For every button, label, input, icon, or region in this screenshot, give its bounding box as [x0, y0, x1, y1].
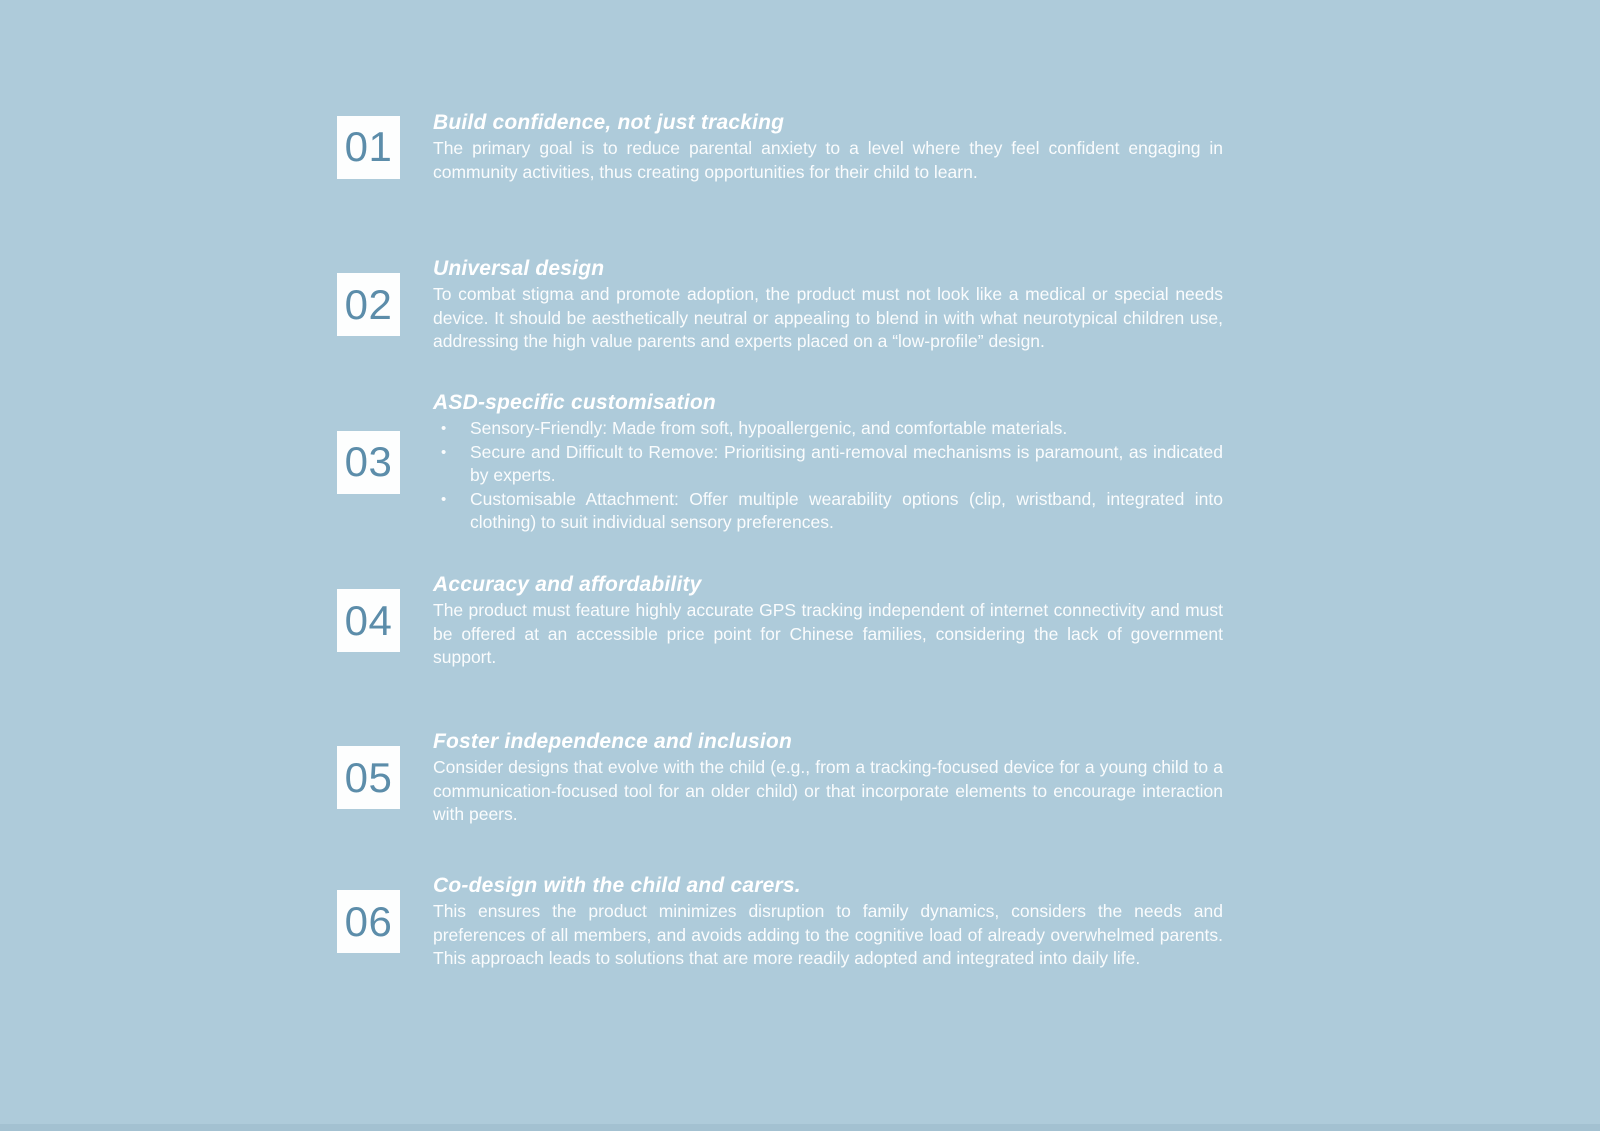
principle-title: Universal design: [433, 257, 605, 280]
principle-title: Accuracy and affordability: [433, 573, 702, 596]
principle-title: Build confidence, not just tracking: [433, 111, 785, 134]
bullet-item: • Customisable Attachment: Offer multiple wearability options (clip, wristband, integrated into clothing) to suit individual sensory preferences.: [433, 488, 1223, 535]
number-badge-04: [337, 589, 400, 652]
principle-item-04: [337, 572, 1223, 670]
principle-content: [433, 873, 1223, 971]
principle-content: [433, 256, 1223, 354]
badge-number-text: 03: [344, 438, 393, 486]
principle-item-01: [337, 110, 1223, 184]
principle-content: [433, 110, 1223, 184]
badge-number-text: 01: [344, 123, 393, 170]
number-badge-05: [337, 746, 400, 809]
principle-title: Foster independence and inclusion: [433, 730, 792, 753]
principle-body: The primary goal is to reduce parental anxiety to a level where they feel confident engaging in community activities, thus creating opportunities for their child to learn.: [433, 138, 1223, 182]
number-badge-06: [337, 890, 400, 953]
bottom-edge-strip: [0, 1124, 1600, 1131]
badge-number-text: 02: [344, 280, 393, 328]
principle-title: ASD-specific customisation: [433, 391, 716, 414]
principle-bullet-list: [433, 417, 1223, 535]
principle-body: The product must feature highly accurate GPS tracking independent of internet connectivity and must be offered at an accessible price point for Chinese families, considering the lack of government support.: [433, 600, 1223, 667]
bullet-item: • Sensory-Friendly: Made from soft, hypoallergenic, and comfortable materials.: [433, 417, 1223, 441]
number-badge-03: [337, 431, 400, 494]
principle-content: [433, 729, 1223, 827]
principle-content: [433, 390, 1223, 535]
number-badge-01: [337, 116, 400, 179]
principle-content: [433, 572, 1223, 670]
principle-item-05: [337, 729, 1223, 827]
number-badge-02: [337, 273, 400, 336]
principle-item-03: [337, 390, 1223, 535]
principle-body: To combat stigma and promote adoption, the product must not look like a medical or special needs device. It should be aesthetically neutral or appealing to blend in with what neurotypical children use, addressing the high value parents and experts placed on a “low-profile” design.: [433, 284, 1223, 351]
principle-item-06: [337, 873, 1223, 971]
principle-item-02: [337, 256, 1223, 354]
badge-number-text: 06: [344, 897, 393, 945]
bullet-item: • Secure and Difficult to Remove: Prioritising anti-removal mechanisms is paramount, as indicated by experts.: [433, 441, 1223, 488]
badge-number-text: 04: [344, 596, 393, 644]
principle-body: This ensures the product minimizes disruption to family dynamics, considers the needs and preferences of all members, and avoids adding to the cognitive load of already overwhelmed parents. This approach leads to solutions that are more readily adopted and integrated into daily life.: [433, 901, 1223, 968]
badge-number-text: 05: [344, 753, 393, 801]
principle-body: Consider designs that evolve with the child (e.g., from a tracking-focused device for a young child to a communication-focused tool for an older child) or that incorporate elements to encourage interaction with peers.: [433, 757, 1223, 824]
principle-title: Co-design with the child and carers.: [433, 874, 801, 897]
